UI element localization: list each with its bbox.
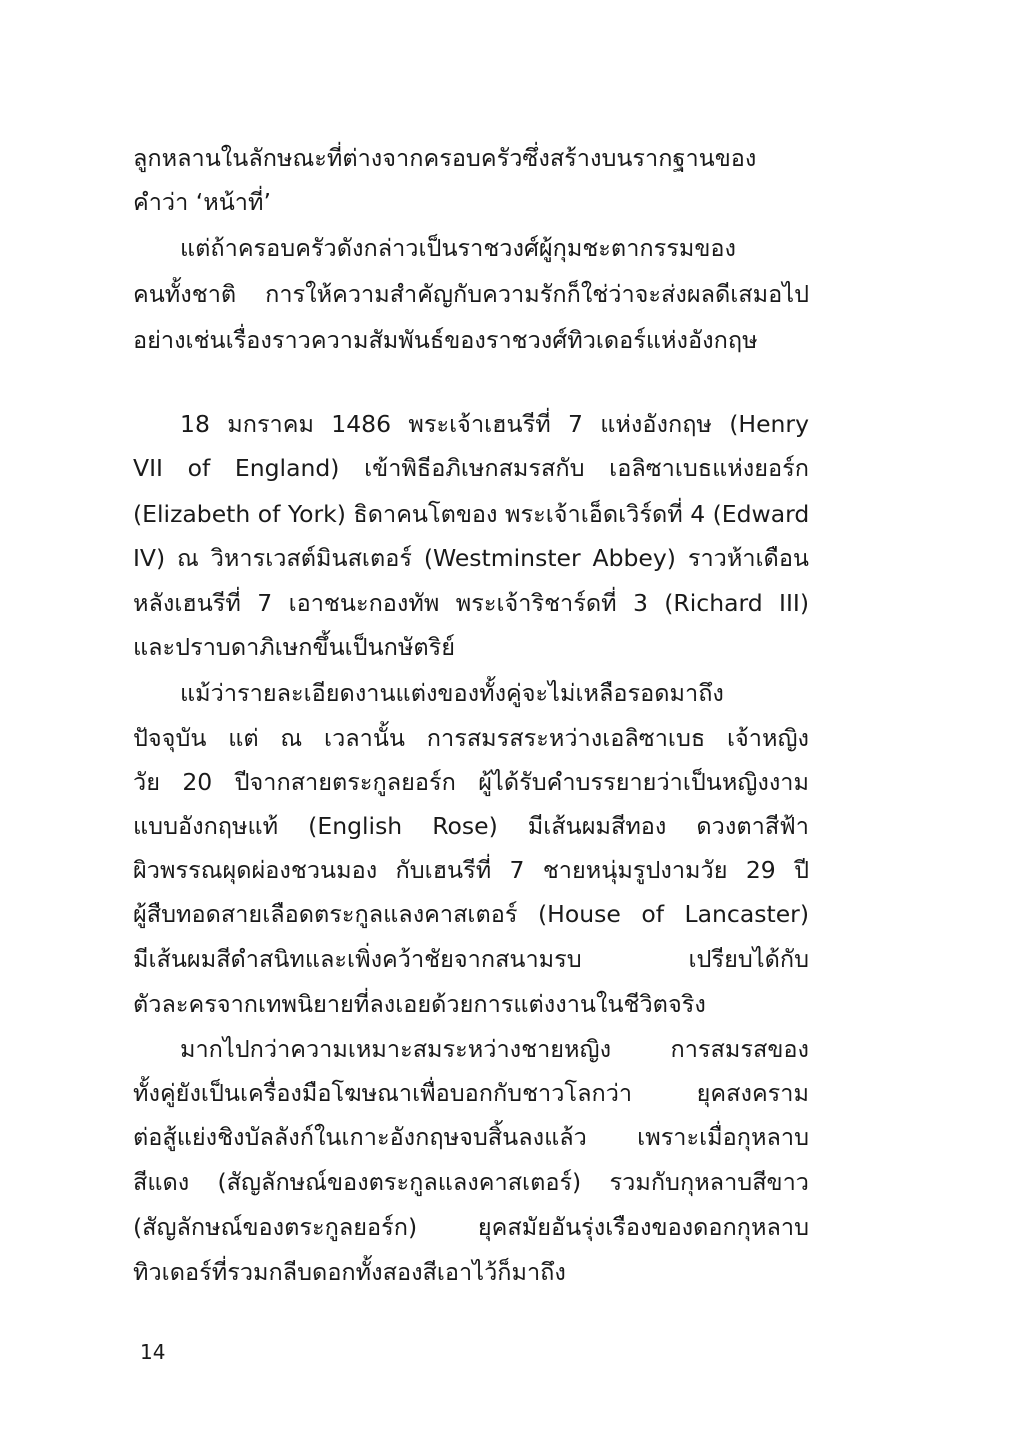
- text-line: (สัญลักษณ์ของตระกูลยอร์ก) ยุคสมัยอันรุ่งเรืองของดอกกุหลาบ: [133, 1213, 809, 1241]
- text-line: (Elizabeth of York) ธิดาคนโตของ พระเจ้าเอ็ดเวิร์ดที่ 4 (Edward: [133, 500, 810, 528]
- text-line: ผู้สืบทอดสายเลือดตระกูลแลงคาสเตอร์ (House of Lancaster): [133, 900, 809, 928]
- page-number: 14: [140, 1340, 166, 1364]
- text-line: คำว่า ‘หน้าที่’: [133, 188, 271, 216]
- text-line: ปัจจุบัน แต่ ณ เวลานั้น การสมรสระหว่างเอลิซาเบธ เจ้าหญิง: [133, 724, 809, 752]
- text-line: ทั้งคู่ยังเป็นเครื่องมือโฆษณาเพื่อบอกกับชาวโลกว่า ยุคสงคราม: [133, 1079, 809, 1107]
- text-line: และปราบดาภิเษกขึ้นเป็นกษัตริย์: [133, 633, 456, 661]
- text-line: คนทั้งชาติ การให้ความสำคัญกับความรักก็ใช่ว่าจะส่งผลดีเสมอไป: [133, 280, 809, 308]
- text-line: ผิวพรรณผุดผ่องชวนมอง กับเฮนรีที่ 7 ชายหนุ่มรูปงามวัย 29 ปี: [133, 856, 809, 884]
- text-line: ลูกหลานในลักษณะที่ต่างจากครอบครัวซึ่งสร้างบนรากฐานของ: [133, 144, 757, 172]
- text-line: VII of England) เข้าพิธีอภิเษกสมรสกับ เอลิซาเบธแห่งยอร์ก: [133, 454, 809, 482]
- text-line: ตัวละครจากเทพนิยายที่ลงเอยด้วยการแต่งงานในชีวิตจริง: [133, 990, 706, 1018]
- text-line: มากไปกว่าความเหมาะสมระหว่างชายหญิง การสมรสของ: [180, 1035, 809, 1063]
- text-line: หลังเฮนรีที่ 7 เอาชนะกองทัพ พระเจ้าริชาร์ดที่ 3 (Richard III): [133, 589, 809, 617]
- text-line: ต่อสู้แย่งชิงบัลลังก์ในเกาะอังกฤษจบสิ้นลงแล้ว เพราะเมื่อกุหลาบ: [133, 1123, 809, 1151]
- text-line: มีเส้นผมสีดำสนิทและเพิ่งคว้าชัยจากสนามรบ เปรียบได้กับ: [133, 945, 809, 973]
- text-line: IV) ณ วิหารเวสต์มินสเตอร์ (Westminster Abbey) ราวห้าเดือน: [133, 544, 809, 572]
- text-line: ทิวเดอร์ที่รวมกลีบดอกทั้งสองสีเอาไว้ก็มาถึง: [133, 1258, 566, 1286]
- text-line: แม้ว่ารายละเอียดงานแต่งของทั้งคู่จะไม่เหลือรอดมาถึง: [180, 679, 724, 707]
- text-line: แบบอังกฤษแท้ (English Rose) มีเส้นผมสีทอง ดวงตาสีฟ้า: [133, 812, 809, 840]
- text-line: แต่ถ้าครอบครัวดังกล่าวเป็นราชวงศ์ผู้กุมชะตากรรมของ: [180, 234, 737, 262]
- text-line: สีแดง (สัญลักษณ์ของตระกูลแลงคาสเตอร์) รวมกับกุหลาบสีขาว: [133, 1168, 809, 1196]
- text-line: 18 มกราคม 1486 พระเจ้าเฮนรีที่ 7 แห่งอังกฤษ (Henry: [180, 410, 809, 438]
- text-line: อย่างเช่นเรื่องราวความสัมพันธ์ของราชวงศ์ทิวเดอร์แห่งอังกฤษ: [133, 326, 758, 354]
- text-line: วัย 20 ปีจากสายตระกูลยอร์ก ผู้ได้รับคำบรรยายว่าเป็นหญิงงาม: [133, 768, 809, 796]
